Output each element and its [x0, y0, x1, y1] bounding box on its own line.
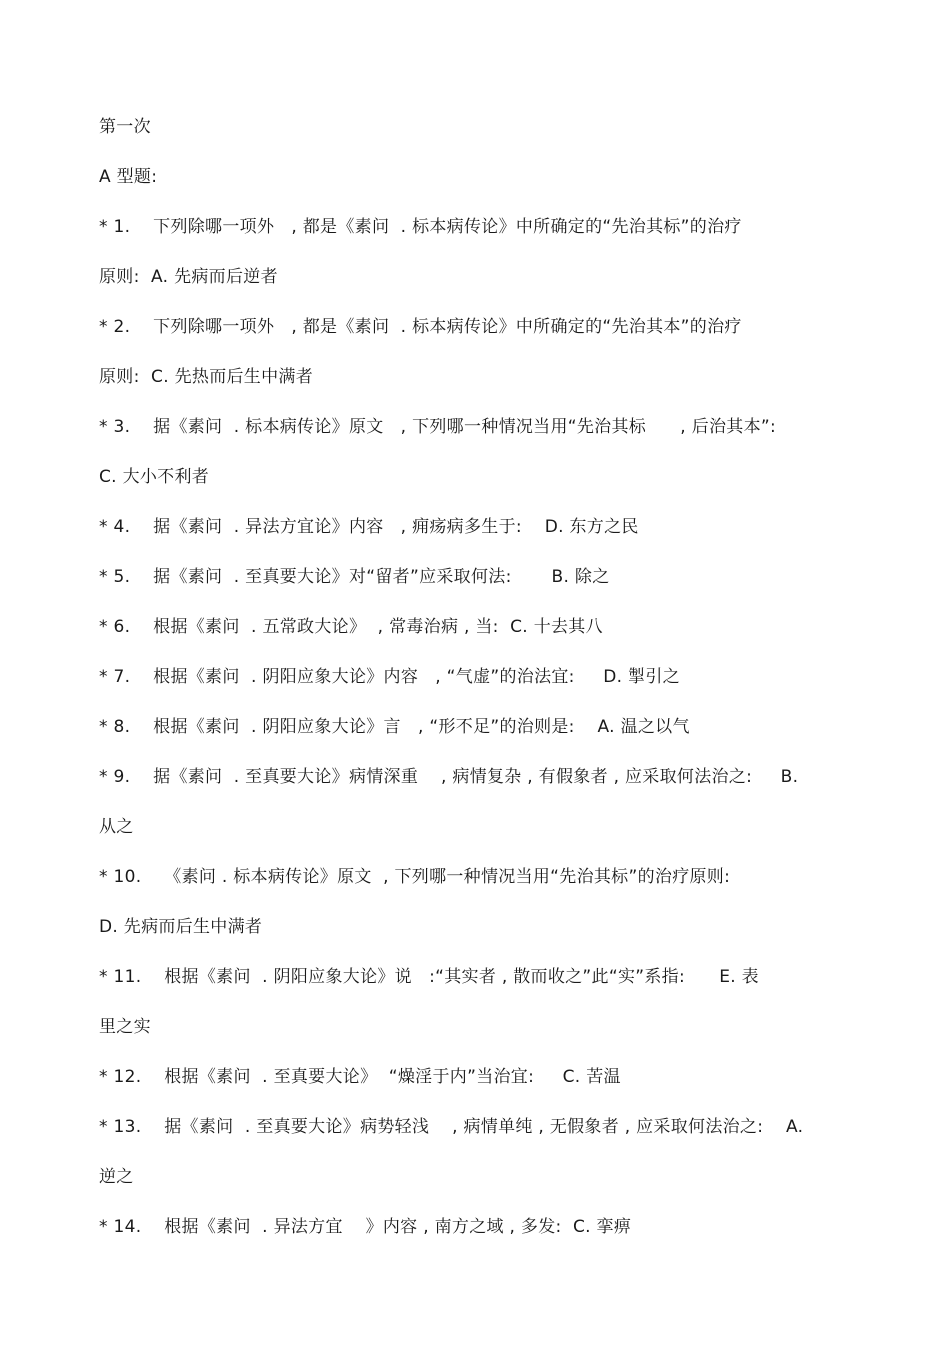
question-line: * 5. 据《素问 . 至真要大论》对“留者”应采取何法: B. 除之 [99, 567, 610, 587]
question-line: * 13. 据《素问 . 至真要大论》病势轻浅 , 病情单纯 , 无假象者 , 应采取何法治之: A. [99, 1117, 804, 1137]
question-line: * 2. 下列除哪一项外 , 都是《素问 . 标本病传论》中所确定的“先治其本”的治疗 [99, 317, 742, 337]
question-line: * 10. 《素问 . 标本病传论》原文 , 下列哪一种情况当用“先治其标”的治疗原则: [99, 867, 731, 887]
question-line: D. 先病而后生中满者 [99, 917, 263, 937]
question-line: * 1. 下列除哪一项外 , 都是《素问 . 标本病传论》中所确定的“先治其标”的治疗 [99, 217, 742, 237]
question-line: * 3. 据《素问 . 标本病传论》原文 , 下列哪一种情况当用“先治其标 , 后治其本”: [99, 417, 777, 437]
question-line: C. 大小不利者 [99, 467, 210, 487]
question-line: 从之 [99, 817, 134, 837]
question-line: 逆之 [99, 1167, 134, 1187]
question-line: * 7. 根据《素问 . 阴阳应象大论》内容 , “气虚”的治法宜: D. 掣引之 [99, 667, 680, 687]
document-heading: 第一次 [99, 117, 151, 137]
question-line: * 11. 根据《素问 . 阴阳应象大论》说 :“其实者 , 散而收之”此“实”系指: E. 表 [99, 967, 759, 987]
question-line: * 9. 据《素问 . 至真要大论》病情深重 , 病情复杂 , 有假象者 , 应采取何法治之: B. [99, 767, 799, 787]
question-line: * 12. 根据《素问 . 至真要大论》 “燥淫于内”当治宜: C. 苦温 [99, 1067, 621, 1087]
question-line: 原则: A. 先病而后逆者 [99, 267, 278, 287]
question-line: * 6. 根据《素问 . 五常政大论》 , 常毒治病 , 当: C. 十去其八 [99, 617, 603, 637]
question-line: 里之实 [99, 1017, 151, 1037]
question-line: * 4. 据《素问 . 异法方宜论》内容 , 痈疡病多生于: D. 东方之民 [99, 517, 639, 537]
section-title: A 型题: [99, 167, 158, 187]
question-line: * 14. 根据《素问 . 异法方宜 》内容 , 南方之域 , 多发: C. 挛痹 [99, 1217, 632, 1237]
question-line: 原则: C. 先热而后生中满者 [99, 367, 314, 387]
question-line: * 8. 根据《素问 . 阴阳应象大论》言 , “形不足”的治则是: A. 温之以气 [99, 717, 690, 737]
